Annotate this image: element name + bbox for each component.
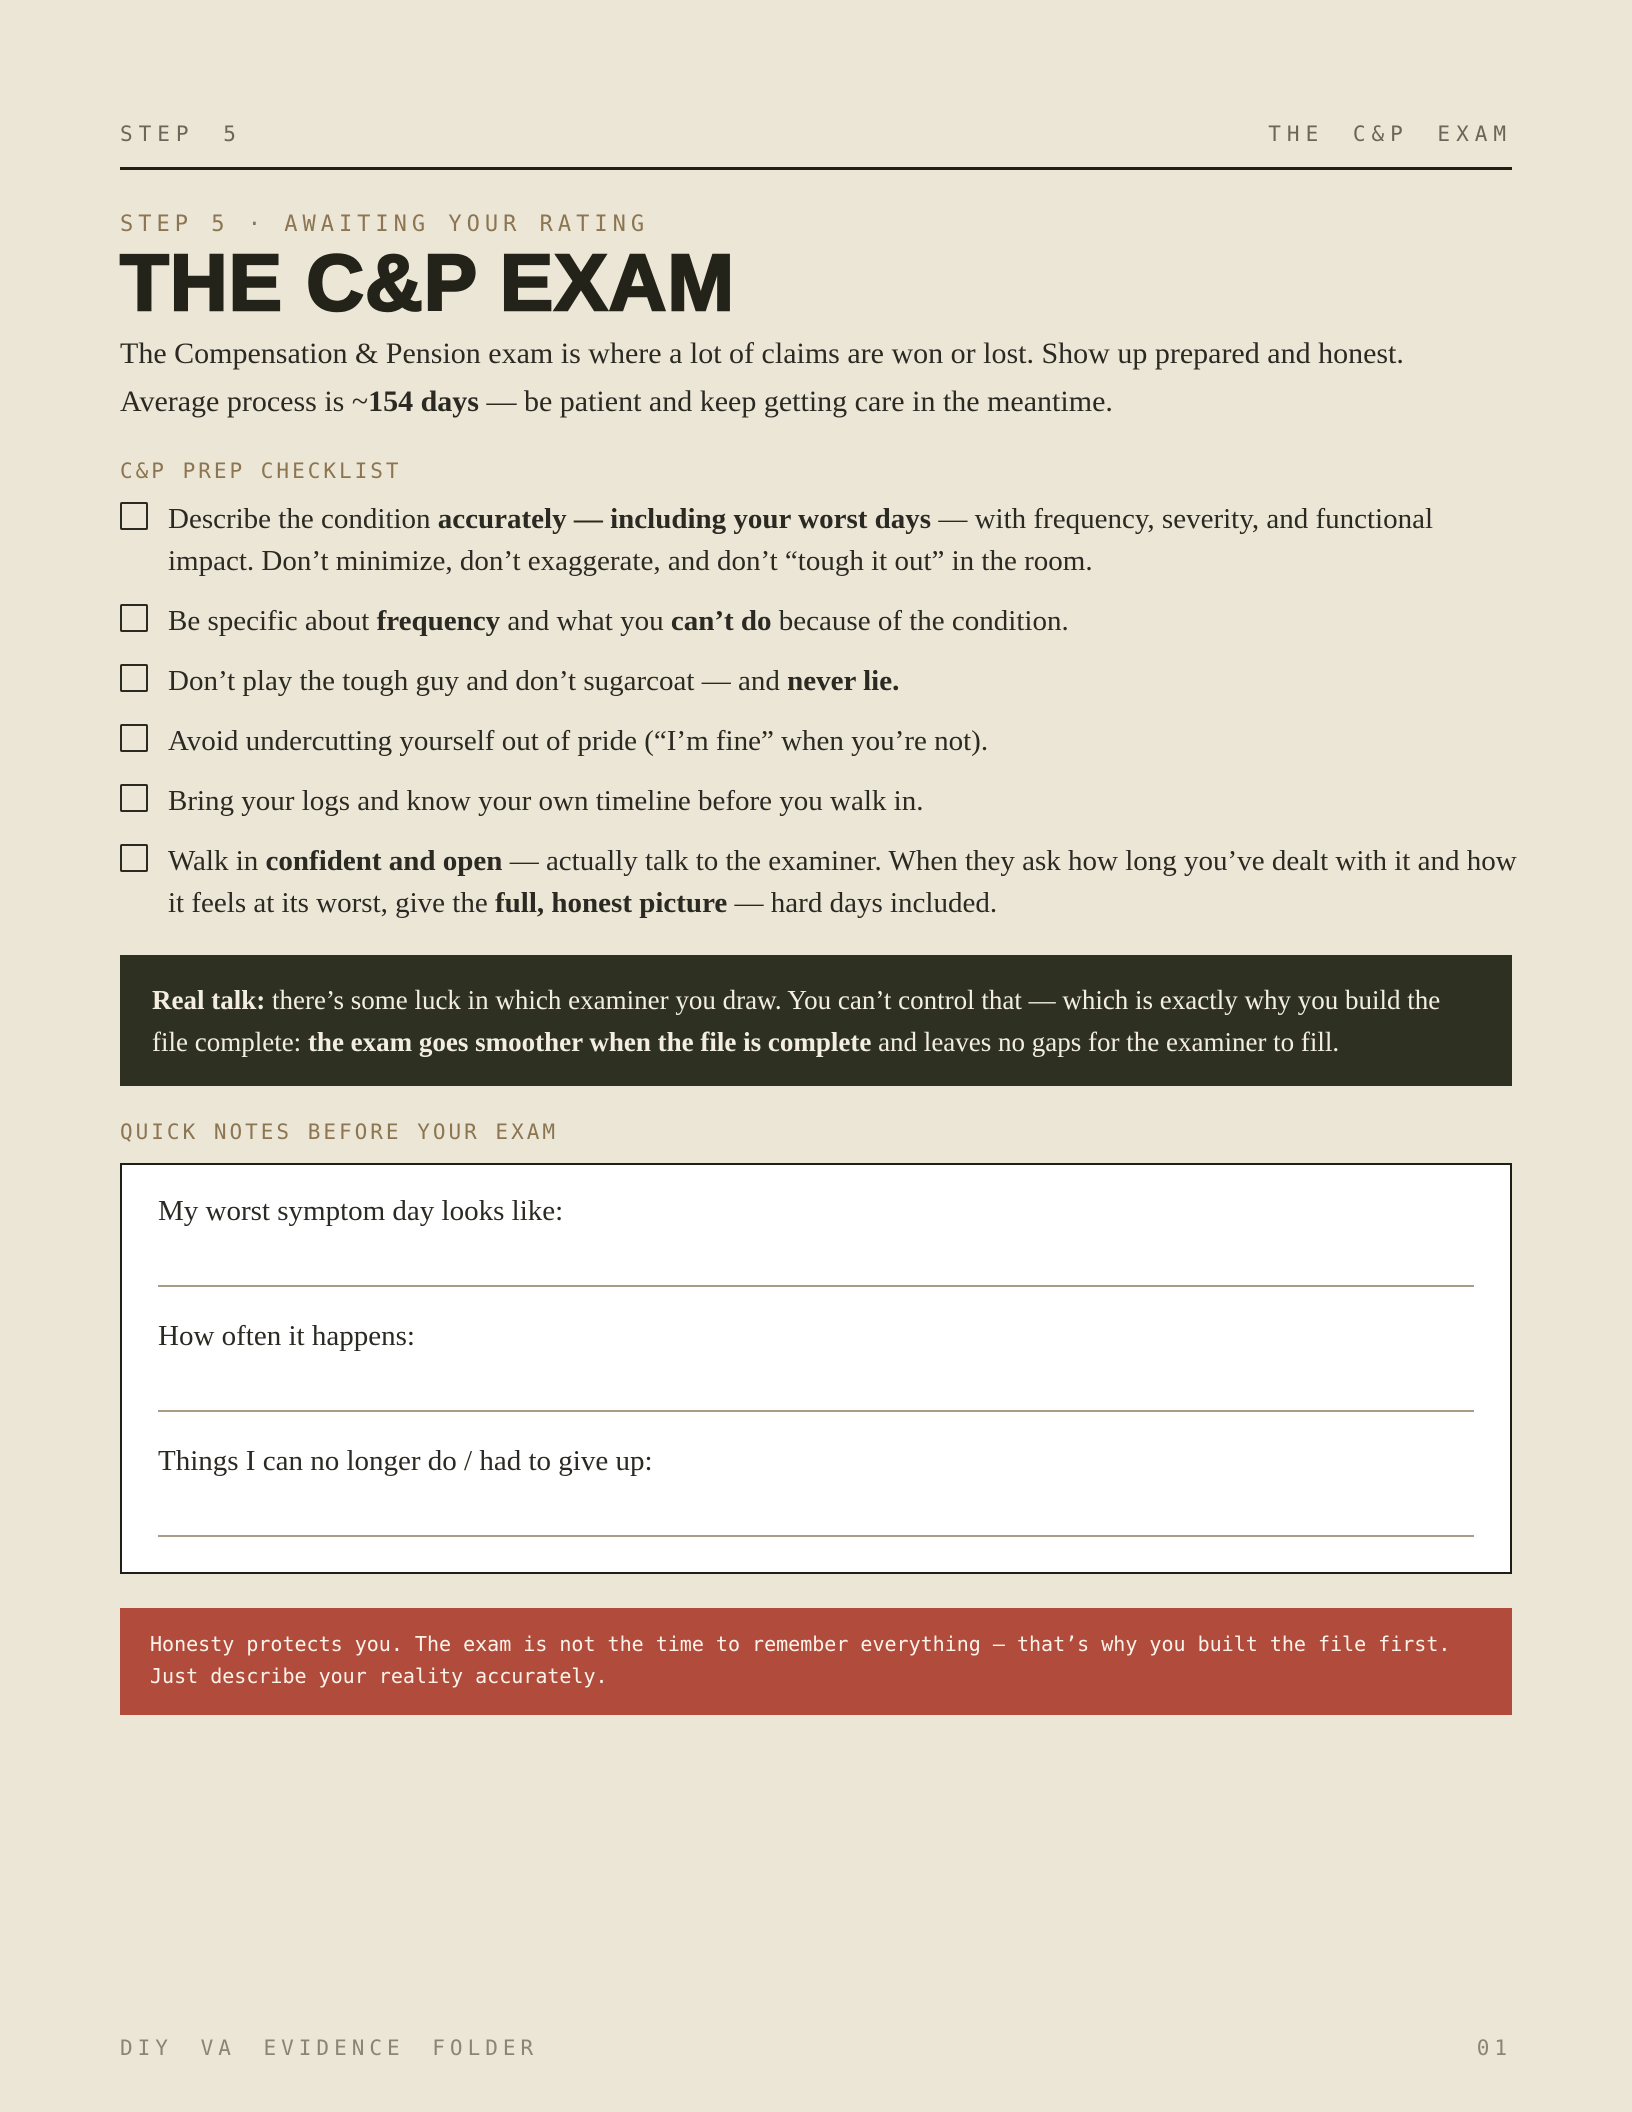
running-header [120,122,1512,146]
emphasis: frequency [376,605,501,637]
header-rule [120,167,1512,170]
emphasis: full, honest picture [495,887,728,919]
intro-paragraph [120,330,1520,426]
text: — hard days included. [727,887,998,919]
checklist-item-text: Bring your logs and know your own timeline before you walk in. [168,785,924,817]
worst-day-input[interactable] [158,1241,1474,1287]
frequency-input[interactable] [158,1366,1474,1412]
quick-notes-box [120,1163,1512,1574]
checkbox[interactable] [120,844,148,872]
checklist-item [120,660,1520,702]
checkbox[interactable] [120,724,148,752]
checkbox[interactable] [120,502,148,530]
running-header-right: THE C&P EXAM [1268,122,1512,146]
emphasis: the exam goes smoother when the file is complete [307,1027,872,1057]
notes-label: QUICK NOTES BEFORE YOUR EXAM [120,1120,559,1144]
emphasis: can’t do [670,605,772,637]
checklist-item [120,840,1520,924]
intro-days: 154 days [368,385,479,418]
emphasis: accurately — including your worst days [437,503,932,535]
checklist-item [120,780,1520,822]
text: — actually talk to the examiner. When they ask how long you’ve dealt with it and how it feels at its worst, give the [168,845,1517,919]
checklist-item [120,498,1520,582]
text: Describe the condition [168,503,438,535]
text: Be specific about [168,605,377,637]
checklist-item-text [168,840,1520,924]
checkbox[interactable] [120,604,148,632]
checklist-item-text [168,660,899,702]
real-talk-callout [120,955,1512,1086]
intro-post: — be patient and keep getting care in the meantime. [478,385,1113,418]
note-label: How often it happens: [158,1320,415,1352]
text: and leaves no gaps for the examiner to fill. [871,1027,1340,1057]
checklist-item [120,600,1520,642]
page-footer [120,2036,1512,2060]
note-label: My worst symptom day looks like: [158,1195,564,1227]
checkbox[interactable] [120,664,148,692]
checkbox[interactable] [120,784,148,812]
checklist-item-text [168,600,1069,642]
text: and what you [500,605,671,637]
text: there’s some luck in which examiner you draw. You can’t control that — which is exactly why you build the file complete: [152,985,1441,1057]
checklist-item-text: Avoid undercutting yourself out of pride (“I’m fine” when you’re not). [168,725,989,757]
text: — with frequency, severity, and functional impact. Don’t minimize, don’t exaggerate, and don’t “tough it out” in the room. [168,503,1434,577]
footer-title: DIY VA EVIDENCE FOLDER [120,2036,539,2060]
running-header-left: STEP 5 [120,122,242,146]
intro-line-1: The Compensation & Pension exam is where a lot of claims are won or lost. Show up prepared and honest. [120,337,1404,370]
page-number: 01 [1476,2036,1512,2060]
note-field [158,1191,1474,1316]
text: because of the condition. [771,605,1069,637]
real-talk-lead: Real talk: [152,985,266,1015]
step-eyebrow: STEP 5 · AWAITING YOUR RATING [120,212,650,237]
emphasis: never lie. [787,665,900,697]
note-field [158,1441,1474,1566]
intro-pre: Average process is ~ [120,385,369,418]
emphasis: confident and open [265,845,503,877]
honesty-banner: Honesty protects you. The exam is not the time to remember everything — that’s why you built the file first. Just describe your reality accurately. [120,1608,1512,1715]
checklist-item-text [168,498,1520,582]
text: Don’t play the tough guy and don’t sugarcoat — and [168,665,788,697]
checklist-item [120,720,1520,762]
prep-checklist [120,498,1520,942]
text: Walk in [168,845,266,877]
page-title: THE C&P EXAM [120,238,736,327]
lost-abilities-input[interactable] [158,1491,1474,1537]
checklist-label: C&P PREP CHECKLIST [120,459,402,483]
note-field [158,1316,1474,1441]
note-label: Things I can no longer do / had to give up: [158,1445,653,1477]
